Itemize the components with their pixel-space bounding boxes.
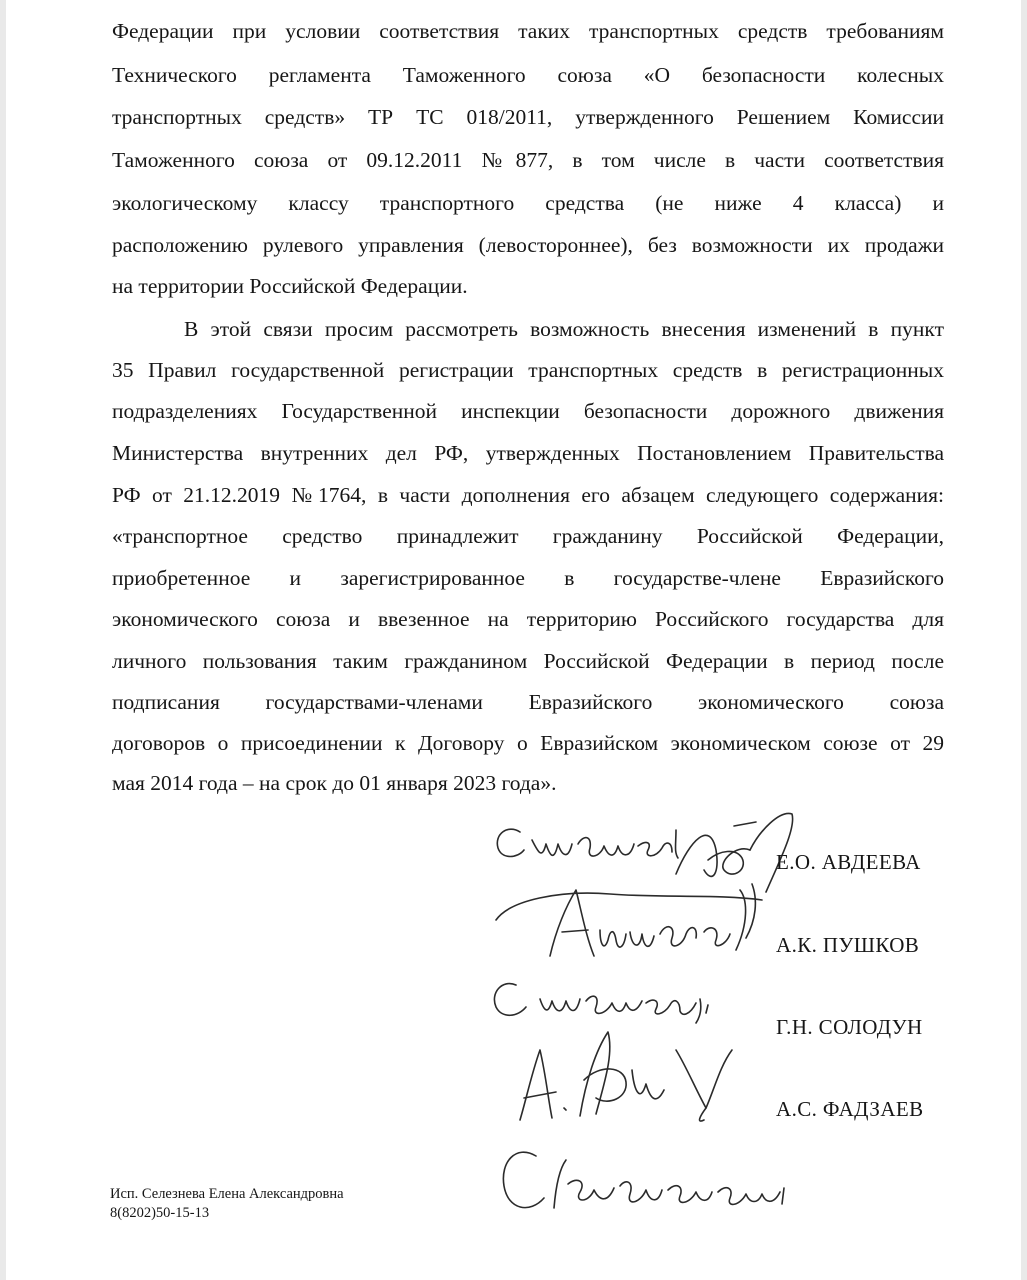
text-line: Министерства внутренних дел РФ, утвержденных Постановлением Правительства <box>112 441 944 465</box>
text-line: мая 2014 года – на срок до 01 января 2023 года». <box>112 771 557 795</box>
signature-fadzaev <box>500 1020 760 1130</box>
signature-pushkov <box>490 860 790 970</box>
text-line: приобретенное и зарегистрированное в государстве-члене Евразийского <box>112 566 944 590</box>
text-line: договоров о присоединении к Договору о Евразийском экономическом союзе от 29 <box>112 731 944 755</box>
text-line: Таможенного союза от 09.12.2011 №877, в том числе в части соответствия <box>112 148 944 172</box>
signer-name: Е.О. АВДЕЕВА <box>776 850 921 874</box>
text-line: подписания государствами-членами Евразийского экономического союза <box>112 690 944 714</box>
scan-edge-right <box>1021 0 1027 1280</box>
signature-handwritten-regards <box>490 1138 800 1228</box>
signer-name: Г.Н. СОЛОДУН <box>776 1015 923 1039</box>
text-line: расположению рулевого управления (левостороннее), без возможности их продажи <box>112 233 944 257</box>
signature-avdeeva <box>480 800 800 910</box>
text-line: экономического союза и ввезенное на территорию Российского государства для <box>112 607 944 631</box>
text-line: В этой связи просим рассмотреть возможность внесения изменений в пункт <box>184 317 944 341</box>
text-line: 35 Правил государственной регистрации транспортных средств в регистрационных <box>112 358 944 382</box>
text-line: Федерации при условии соответствия таких транспортных средств требованиям <box>112 19 944 43</box>
signer-name: А.К. ПУШКОВ <box>776 933 920 957</box>
text-line: транспортных средств» ТР ТС 018/2011, утвержденного Решением Комиссии <box>112 105 944 129</box>
text-line: РФ от 21.12.2019 №1764, в части дополнения его абзацем следующего содержания: <box>112 483 944 507</box>
text-line: Технического регламента Таможенного союза «О безопасности колесных <box>112 63 944 87</box>
signature-solodun <box>486 965 736 1035</box>
text-line: на территории Российской Федерации. <box>112 274 468 298</box>
scan-edge-left <box>0 0 6 1280</box>
executor-phone: 8(8202)50-15-13 <box>110 1205 210 1221</box>
text-line: подразделениях Государственной инспекции безопасности дорожного движения <box>112 399 944 423</box>
text-line: личного пользования таким гражданином Российской Федерации в период после <box>112 649 944 673</box>
text-line: экологическому классу транспортного средства (не ниже 4 класса) и <box>112 191 944 215</box>
signer-name: А.С. ФАДЗАЕВ <box>776 1097 924 1121</box>
executor-name: Исп. Селезнева Елена Александровна <box>110 1186 344 1202</box>
text-line: «транспортное средство принадлежит гражданину Российской Федерации, <box>112 524 944 548</box>
